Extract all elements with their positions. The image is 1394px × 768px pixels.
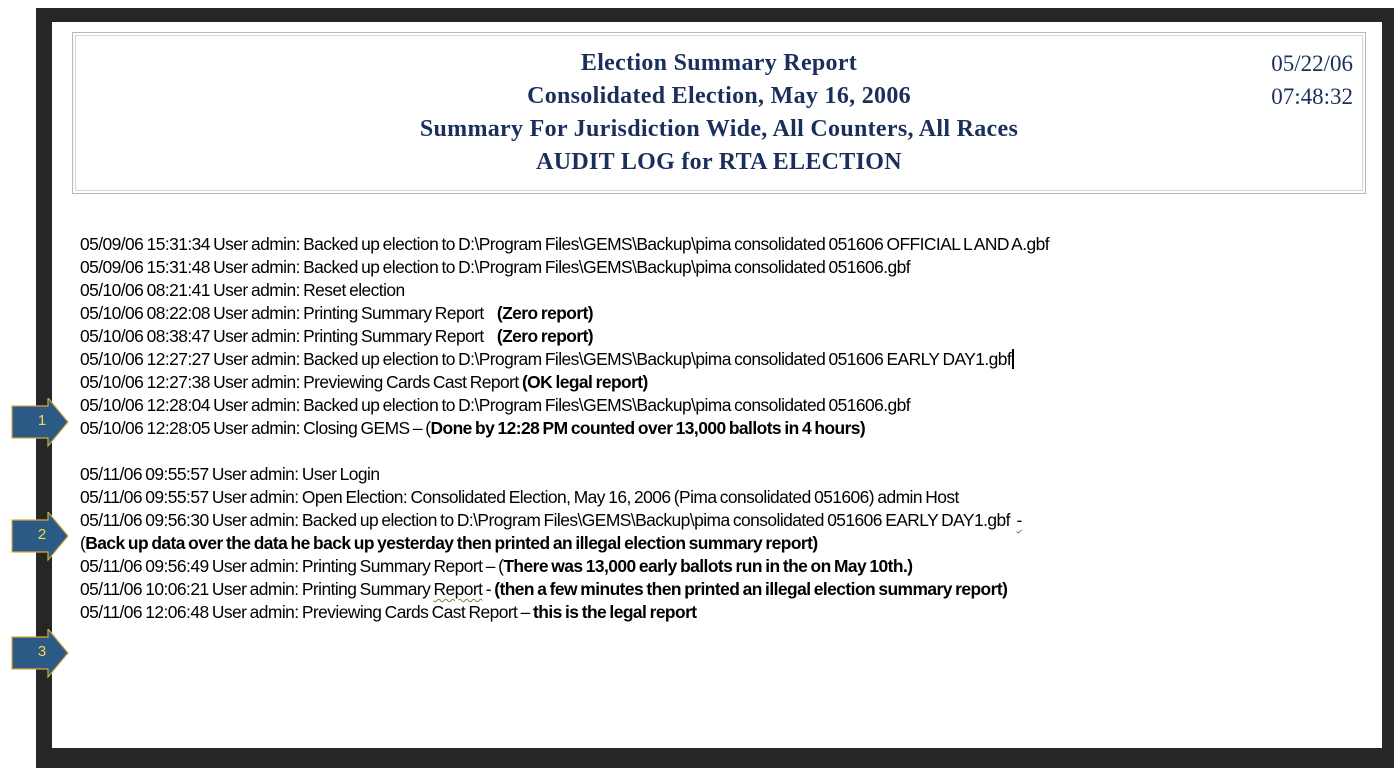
log-text: 05/10/06 12:28:05 User admin: Closing GEMS – ( bbox=[80, 418, 431, 438]
report-header bbox=[72, 32, 1366, 194]
marker-3 bbox=[10, 629, 70, 679]
log-line bbox=[80, 279, 1380, 302]
log-note: (Zero report) bbox=[496, 303, 594, 323]
log-line bbox=[80, 555, 1380, 578]
log-note: (OK legal report) bbox=[521, 372, 648, 392]
log-dash: - bbox=[482, 579, 495, 599]
log-text: 05/10/06 12:27:27 User admin: Backed up election to D:\Program Files\GEMS\Backup\pima consolidated 051606 EARLY DAY1.gbf bbox=[80, 349, 1012, 369]
report-subtitle-election: Consolidated Election, May 16, 2006 bbox=[527, 83, 911, 109]
log-line bbox=[80, 417, 1380, 440]
log-note: There was 13,000 early ballots run in the on May 10th.) bbox=[503, 556, 913, 576]
log-text: 05/10/06 08:21:41 User admin: Reset election bbox=[80, 280, 405, 300]
log-note: (Zero report) bbox=[496, 326, 594, 346]
log-line bbox=[80, 578, 1380, 601]
log-line bbox=[80, 509, 1380, 532]
log-line bbox=[80, 302, 1380, 325]
marker-number: 3 bbox=[37, 643, 47, 660]
marker-number: 1 bbox=[37, 412, 47, 429]
log-line bbox=[80, 601, 1380, 624]
log-note: this is the legal report bbox=[533, 602, 697, 622]
log-text: 05/11/06 09:55:57 User admin: User Login bbox=[80, 464, 380, 484]
log-text: 05/11/06 09:55:57 User admin: Open Election: Consolidated Election, May 16, 2006 (Pima consolidated 051606) admin Host bbox=[80, 487, 959, 507]
log-line bbox=[80, 394, 1380, 417]
log-text: 05/10/06 08:22:08 User admin: Printing Summary Report bbox=[80, 303, 484, 323]
log-line bbox=[80, 233, 1380, 256]
log-line bbox=[80, 532, 1380, 555]
log-text: 05/09/06 15:31:48 User admin: Backed up election to D:\Program Files\GEMS\Backup\pima consolidated 051606.gbf bbox=[80, 257, 911, 277]
log-text: 05/11/06 09:56:30 User admin: Backed up election to D:\Program Files\GEMS\Backup\pima consolidated 051606 EARLY DAY1.gbf bbox=[80, 510, 1010, 530]
log-dash: - bbox=[1016, 510, 1022, 530]
report-subtitle-summary: Summary For Jurisdiction Wide, All Counters, All Races bbox=[419, 116, 1019, 142]
text-cursor bbox=[1012, 349, 1014, 369]
log-text: 05/11/06 12:06:48 User admin: Previewing Cards Cast Report – bbox=[80, 602, 534, 622]
log-word: Report bbox=[433, 579, 483, 599]
log-note: Done by 12:28 PM counted over 13,000 ballots in 4 hours) bbox=[430, 418, 866, 438]
log-gap bbox=[80, 440, 1380, 463]
report-subtitle-audit: AUDIT LOG for RTA ELECTION bbox=[536, 149, 902, 175]
report-title: Election Summary Report bbox=[580, 50, 858, 76]
report-date: 05/22/06 bbox=[1271, 51, 1353, 76]
report-title-block bbox=[73, 47, 1365, 179]
log-note: (then a few minutes then printed an illegal election summary report) bbox=[494, 579, 1008, 599]
log-line bbox=[80, 371, 1380, 394]
log-line bbox=[80, 486, 1380, 509]
log-note: Back up data over the data he back up yesterday then printed an illegal election summary report) bbox=[85, 533, 818, 553]
report-time: 07:48:32 bbox=[1271, 84, 1353, 109]
audit-log bbox=[80, 233, 1380, 624]
log-line bbox=[80, 256, 1380, 279]
log-text: ( bbox=[80, 533, 86, 553]
report-timestamp bbox=[1271, 47, 1353, 113]
log-text: 05/11/06 09:56:49 User admin: Printing Summary Report – ( bbox=[80, 556, 504, 576]
log-text: 05/10/06 12:28:04 User admin: Backed up election to D:\Program Files\GEMS\Backup\pima consolidated 051606.gbf bbox=[80, 395, 911, 415]
log-line bbox=[80, 325, 1380, 348]
log-line bbox=[80, 463, 1380, 486]
log-text: 05/11/06 10:06:21 User admin: Printing Summary bbox=[80, 579, 434, 599]
log-text: 05/09/06 15:31:34 User admin: Backed up election to D:\Program Files\GEMS\Backup\pima consolidated 051606 OFFICIAL L AND A.gbf bbox=[80, 234, 1050, 254]
log-line bbox=[80, 348, 1380, 371]
marker-2 bbox=[10, 512, 70, 562]
log-text: 05/10/06 12:27:38 User admin: Previewing Cards Cast Report bbox=[80, 372, 519, 392]
log-text: 05/10/06 08:38:47 User admin: Printing Summary Report bbox=[80, 326, 484, 346]
marker-1 bbox=[10, 398, 70, 448]
marker-number: 2 bbox=[37, 526, 47, 543]
